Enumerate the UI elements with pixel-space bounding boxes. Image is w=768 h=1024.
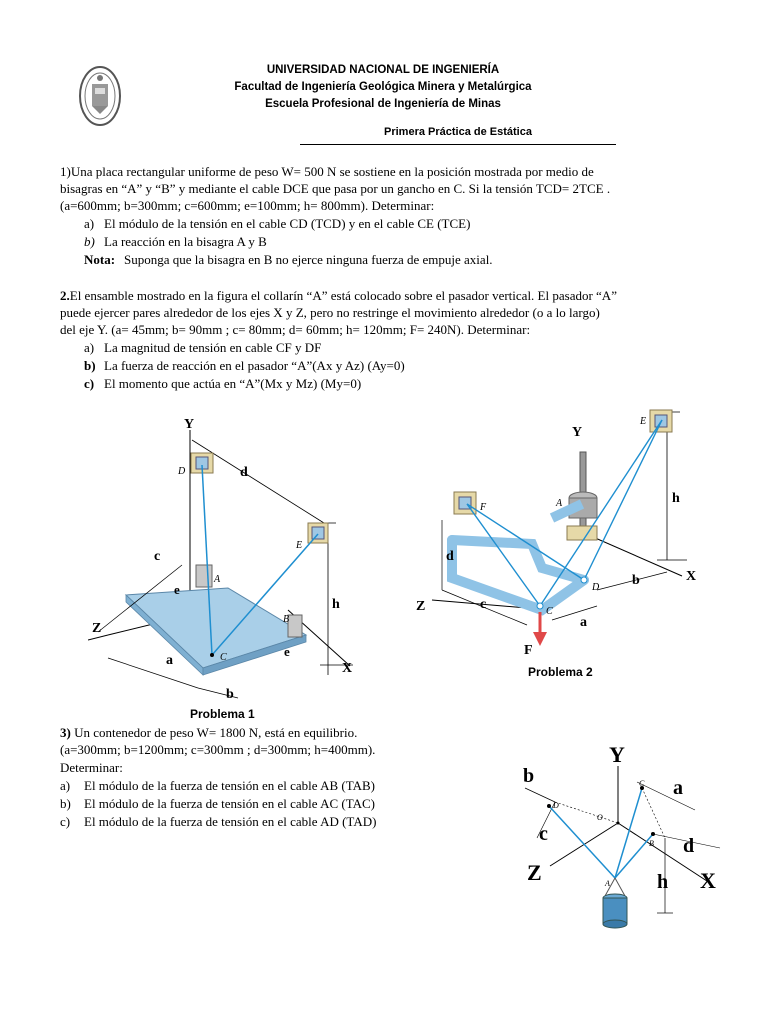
- problem2-item-c: El momento que actúa en “A”(Mx y Mz) (My=0): [104, 376, 362, 391]
- figure1-caption: Problema 1: [190, 707, 255, 721]
- problem1-note: Suponga que la bisagra en B no ejerce ninguna fuerza de empuje axial.: [124, 252, 493, 267]
- fig2-label-y: Y: [572, 425, 583, 440]
- figure-problem-3: [515, 738, 730, 933]
- fig1-dim-e2: e: [284, 644, 290, 659]
- school-name: Escuela Profesional de Ingeniería de Minas: [265, 98, 501, 110]
- fig1-label-d-point: D: [178, 466, 186, 477]
- faculty-name: Facultad de Ingeniería Geológica Minera y Metalúrgica: [234, 81, 532, 93]
- fig2-label-z: Z: [416, 599, 426, 614]
- fig1-label-z: Z: [92, 621, 102, 636]
- fig3-label-b-point: B: [649, 839, 654, 848]
- fig2-dim-c: c: [480, 597, 487, 612]
- title-underline: [300, 144, 616, 145]
- fig3-label-o-point: O: [597, 813, 603, 822]
- fig3-dim-c: c: [539, 823, 548, 845]
- fig2-dim-d: d: [446, 549, 454, 564]
- problem1-note-label: Nota:: [84, 252, 116, 267]
- fig2-label-e-point: E: [640, 416, 647, 427]
- problem3-item-a-marker: a): [60, 778, 71, 793]
- fig3-label-a-point: A: [605, 879, 610, 888]
- fig3-dim-b: b: [523, 765, 535, 787]
- problem3-item-b-marker: b): [60, 796, 71, 811]
- problem3-line2: (a=300mm; b=1200mm; c=300mm ; d=300mm; h=400mm).: [60, 742, 376, 757]
- fig2-dim-a: a: [580, 615, 587, 630]
- university-seal: [78, 64, 122, 128]
- fig2-label-f-point: F: [480, 502, 487, 513]
- problem1-item-a: El módulo de la tensión en el cable CD (TCD) y en el cable CE (TCE): [104, 216, 471, 231]
- fig3-label-y: Y: [609, 742, 625, 767]
- fig3-dim-h: h: [657, 871, 669, 893]
- figure-problem-1: [88, 410, 378, 710]
- fig3-label-z: Z: [527, 860, 542, 885]
- problem3-item-c: El módulo de la fuerza de tensión en el cable AD (TAD): [84, 814, 377, 829]
- fig1-dim-c: c: [154, 549, 161, 564]
- problem2-line1-text: El ensamble mostrado en la figura el collarín “A” está colocado sobre el pasador vertical. El pasador “A”: [69, 288, 617, 303]
- figure2-caption: Problema 2: [528, 665, 593, 679]
- problem2-item-b: La fuerza de reacción en el pasador “A”(Ax y Az) (Ay=0): [104, 358, 405, 373]
- problem2-item-a: La magnitud de tensión en cable CF y DF: [104, 340, 322, 355]
- fig2-label-d-point: D: [592, 582, 600, 593]
- fig2-label-a-point: A: [556, 498, 563, 509]
- problem1-item-a-marker: a): [84, 216, 95, 231]
- fig3-dim-a: a: [673, 777, 683, 799]
- fig1-label-x: X: [342, 661, 353, 676]
- problem3-number: 3): [60, 725, 71, 740]
- fig1-dim-a: a: [166, 653, 173, 668]
- problem2-number: 2.: [60, 288, 70, 303]
- problem3-item-a: El módulo de la fuerza de tensión en el cable AB (TAB): [84, 778, 376, 793]
- university-name: UNIVERSIDAD NACIONAL DE INGENIERÍA: [266, 64, 500, 76]
- fig1-label-y: Y: [184, 417, 195, 432]
- fig2-label-force: F: [524, 643, 533, 658]
- problem3-line1-text: Un contenedor de peso W= 1800 N, está en equilibrio.: [70, 725, 358, 740]
- problem1-item-b: La reacción en la bisagra A y B: [104, 234, 267, 249]
- problem3-item-c-marker: c): [60, 814, 71, 829]
- fig2-label-x: X: [686, 569, 697, 584]
- problem2-line2: puede ejercer pares alrededor de los ejes X y Z, pero no restringe el movimiento alrededor (o a lo largo): [60, 305, 600, 320]
- problem1-line3: (a=600mm; b=300mm; c=600mm; e=100mm; h= 800mm). Determinar:: [60, 198, 435, 213]
- fig1-label-c-point: C: [220, 652, 227, 663]
- fig2-label-c-point: C: [546, 606, 553, 617]
- fig1-dim-b: b: [226, 687, 234, 702]
- fig1-label-a-point: A: [214, 574, 221, 585]
- problem3-line3: Determinar:: [60, 760, 123, 775]
- problem1-line2: bisagras en “A” y “B” y mediante el cable DCE que pasa por un gancho en C. Si la tensión TCD= 2TCE .: [60, 181, 611, 196]
- fig1-label-e-point: E: [296, 540, 303, 551]
- problem1-item-b-marker: b): [84, 234, 95, 249]
- problem3-line1: [60, 725, 357, 741]
- fig3-label-d-point: D: [553, 801, 559, 810]
- problem2-line3: del eje Y. (a= 45mm; b= 90mm ; c= 80mm; d= 60mm; h= 120mm; F= 240N). Determinar:: [60, 322, 531, 337]
- exam-title: Primera Práctica de Estática: [384, 126, 532, 138]
- fig3-dim-d: d: [683, 835, 695, 857]
- fig1-dim-h: h: [332, 597, 340, 612]
- problem2-line1: [60, 288, 617, 304]
- problem3-item-b: El módulo de la fuerza de tensión en el cable AC (TAC): [84, 796, 376, 811]
- problem1-line1: 1)Una placa rectangular uniforme de peso W= 500 N se sostiene en la posición mostrada por medio de: [60, 164, 594, 179]
- fig1-dim-e1: e: [174, 582, 180, 597]
- fig3-label-c-point: C: [639, 779, 645, 788]
- fig2-dim-b: b: [632, 573, 640, 588]
- fig1-dim-d: d: [240, 465, 248, 480]
- problem2-item-a-marker: a): [84, 340, 95, 355]
- fig3-label-x: X: [700, 868, 716, 893]
- figure-problem-2: [412, 400, 712, 670]
- fig1-label-b-point: B: [283, 614, 290, 625]
- problem2-item-b-marker: b): [84, 358, 96, 373]
- fig2-dim-h: h: [672, 491, 680, 506]
- problem2-item-c-marker: c): [84, 376, 95, 391]
